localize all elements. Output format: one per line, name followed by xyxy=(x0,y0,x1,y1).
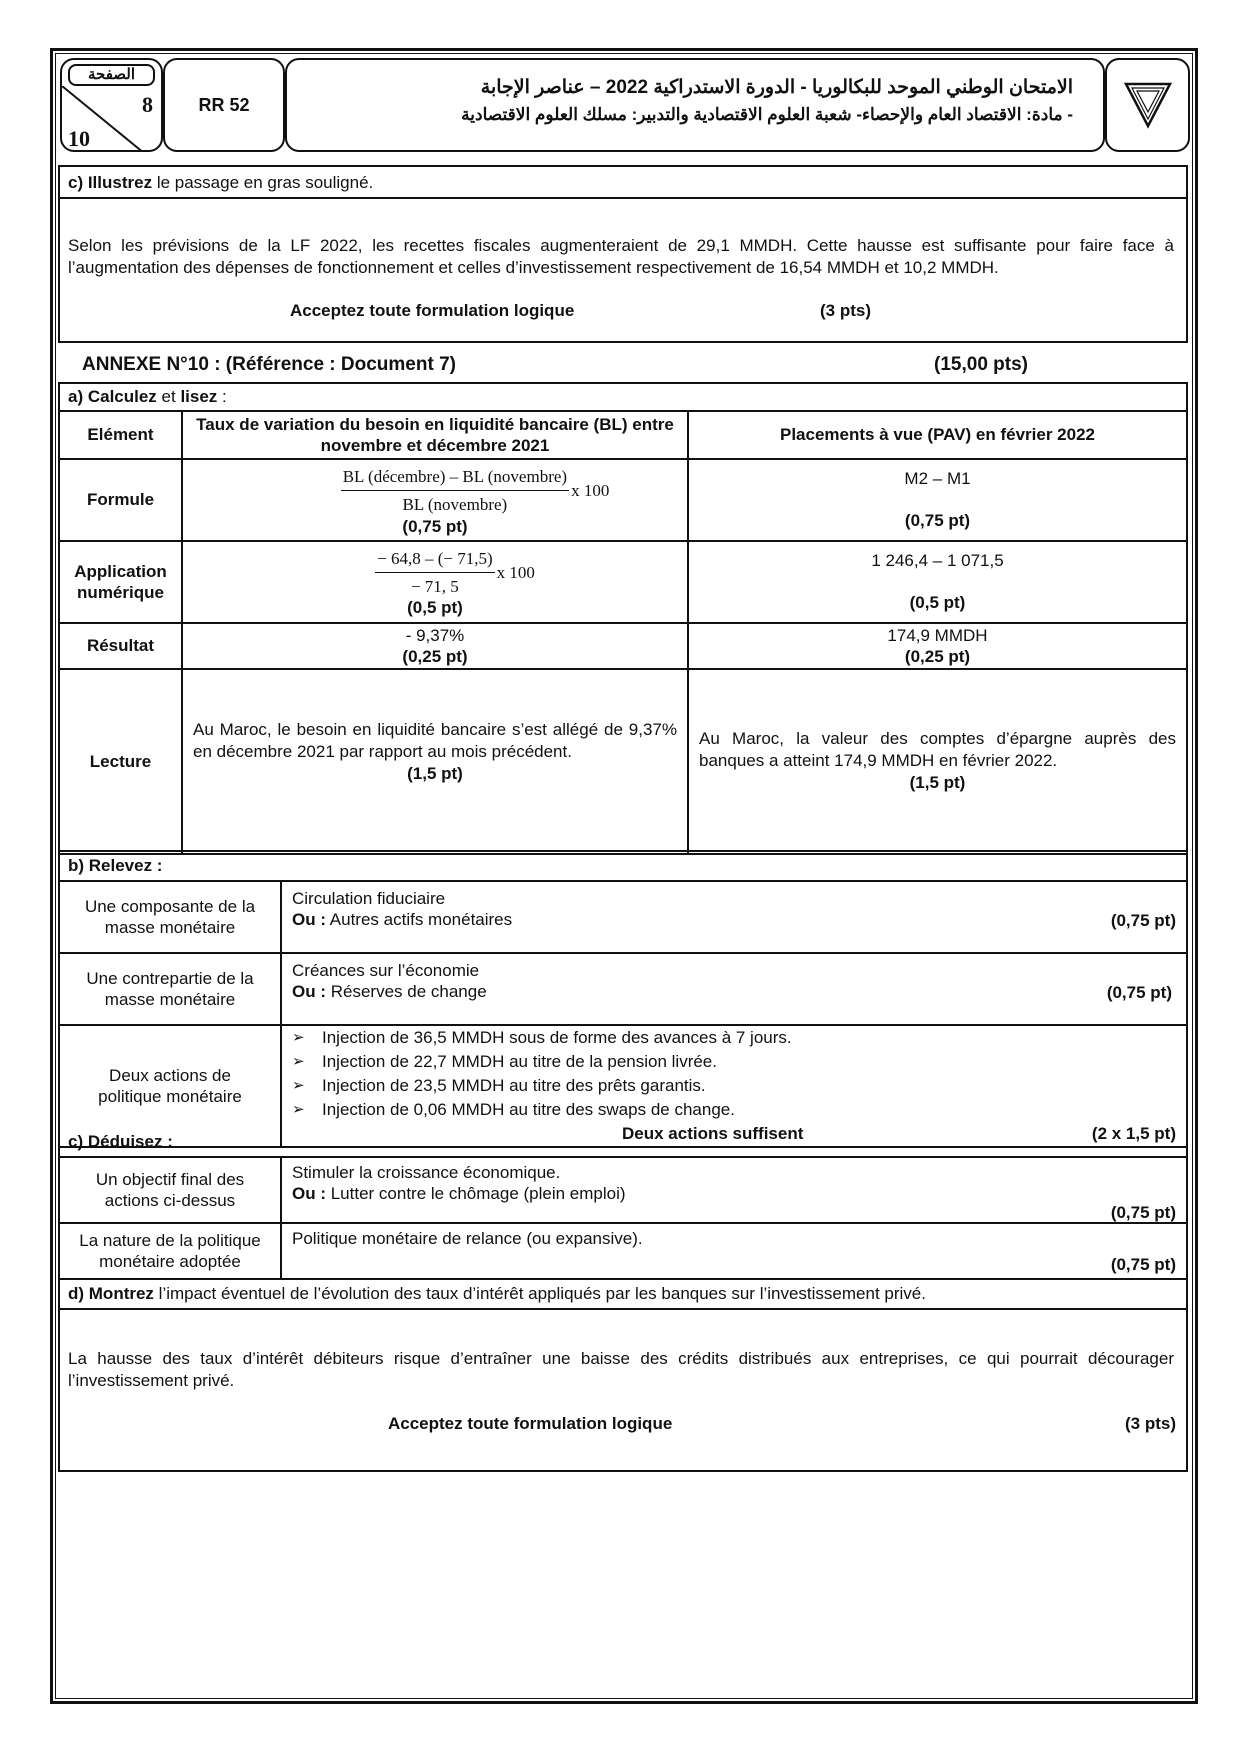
question-d xyxy=(68,1284,926,1304)
section-c-illustrate xyxy=(58,165,1188,343)
actions-note: Deux actions suffisent xyxy=(622,1124,804,1143)
part-a-end: : xyxy=(217,387,227,406)
bl-formula-fraction xyxy=(341,466,569,517)
question-text: le passage en gras souligné. xyxy=(152,173,374,192)
bl-lecture-cell xyxy=(182,669,688,854)
points-label: (3 pts) xyxy=(820,301,871,320)
action-text: Injection de 22,7 MMDH au titre de la pension livrée. xyxy=(322,1052,717,1071)
part-a-verb1: a) Calculez xyxy=(68,387,157,406)
row-label: Un objectif final des actions ci-dessus xyxy=(59,1157,281,1223)
table-row-lecture xyxy=(59,669,1187,854)
points-label: (1,5 pt) xyxy=(407,763,463,783)
logo-box xyxy=(1105,58,1190,152)
or-label: Ou : xyxy=(292,1184,326,1203)
fraction-numerator: − 64,8 – (− 71,5) xyxy=(375,548,495,573)
or-label: Ou : xyxy=(292,982,326,1001)
list-item xyxy=(59,953,1187,1025)
accept-note: Acceptez toute formulation logique xyxy=(388,1414,673,1433)
part-a-label xyxy=(68,387,227,407)
points-label: (0,25 pt) xyxy=(904,647,971,666)
list-item xyxy=(282,1026,1186,1050)
page-number-box xyxy=(60,58,163,152)
table-header-row xyxy=(59,411,1187,459)
part-a xyxy=(58,382,1188,852)
question-verb: d) Montrez xyxy=(68,1284,154,1303)
exam-code xyxy=(163,58,285,152)
answer-text: La hausse des taux d’intérêt débiteurs risque d’entraîner une baisse des crédits distribués aux entreprises, ce qui pourrait décourager l’investissement privé. xyxy=(68,1349,1174,1390)
pav-application: 1 246,4 – 1 071,5 xyxy=(871,551,1004,570)
arrow-bullet-icon: ➢ xyxy=(292,1053,305,1070)
relevez-table xyxy=(58,880,1188,1148)
list-item xyxy=(282,1074,1186,1098)
times-100: x 100 xyxy=(496,563,535,582)
list-item xyxy=(59,1223,1187,1279)
bl-lecture: Au Maroc, le besoin en liquidité bancaire s’est allégé de 9,37% en décembre 2021 par rapport au mois précédent. xyxy=(193,719,677,761)
calculation-table xyxy=(58,410,1188,855)
question-verb: c) Illustrez xyxy=(68,173,153,192)
answer-text: Selon les prévisions de la LF 2022, les recettes fiscales augmenteraient de 29,1 MMDH. Cette hausse est suffisante pour faire face à l’augmentation des dépenses de fonctionnement et celles d’investissement respectivement de 16,54 MMDH et 10,2 MMDH. xyxy=(68,236,1174,277)
row-answer xyxy=(281,881,1187,953)
actions-answer xyxy=(281,1025,1187,1147)
or-label: Ou : xyxy=(292,910,326,929)
table-row-formule xyxy=(59,459,1187,541)
action-text: Injection de 0,06 MMDH au titre des swaps de change. xyxy=(322,1100,735,1119)
list-item xyxy=(282,1050,1186,1074)
accept-note: Acceptez toute formulation logique xyxy=(290,301,575,320)
table-row-resultat xyxy=(59,623,1187,669)
table-row-application xyxy=(59,541,1187,623)
points-label: (0,75 pt) xyxy=(402,516,468,536)
points-label: (2 x 1,5 pt) xyxy=(1091,1124,1176,1143)
row-label: Formule xyxy=(59,459,182,541)
points-label: (3 pts) xyxy=(1125,1414,1176,1433)
points-label: (0,75 pt) xyxy=(1106,983,1172,1002)
list-item xyxy=(59,881,1187,953)
header-bl: Taux de variation du besoin en liquidité bancaire (BL) entre novembre et décembre 2021 xyxy=(182,411,688,459)
exam-subtitle: - مادة: الاقتصاد العام والإحصاء- شعبة العلوم الاقتصادية والتدبير: مسلك العلوم الاقتصادية xyxy=(461,105,1073,124)
row-label: Résultat xyxy=(59,623,182,669)
answer-line: Circulation fiduciaire xyxy=(292,889,446,908)
fraction-denominator: BL (novembre) xyxy=(402,494,508,514)
annexe-title: ANNEXE N°10 : (Référence : Document 7) xyxy=(82,354,456,375)
answer-line: Créances sur l’économie xyxy=(292,961,480,980)
part-b-label: b) Relevez : xyxy=(68,856,163,875)
points-label: (0,5 pt) xyxy=(407,597,463,617)
exam-title: الامتحان الوطني الموحد للبكالوريا - الدورة الاستدراكية 2022 – عناصر الإجابة xyxy=(480,77,1073,98)
arrow-bullet-icon: ➢ xyxy=(292,1029,305,1046)
action-text: Injection de 36,5 MMDH sous de forme des avances à 7 jours. xyxy=(322,1028,792,1047)
row-answer xyxy=(281,953,1187,1025)
answer-line: Stimuler la croissance économique. xyxy=(292,1163,561,1182)
bl-application-cell xyxy=(182,541,688,623)
points-label: (0,25 pt) xyxy=(402,647,468,666)
row-label: La nature de la politique monétaire adoptée xyxy=(59,1223,281,1279)
bl-result: - 9,37% xyxy=(405,626,465,645)
answer-alt: Réserves de change xyxy=(326,982,487,1001)
times-100: x 100 xyxy=(571,481,610,500)
points-label: (0,75 pt) xyxy=(1110,1255,1176,1274)
row-label: Une composante de la masse monétaire xyxy=(59,881,281,953)
row-label: Lecture xyxy=(59,669,182,854)
bl-application-fraction xyxy=(375,548,495,599)
pav-application-cell xyxy=(688,541,1187,623)
fraction-denominator: − 71, 5 xyxy=(410,576,459,596)
list-item xyxy=(282,1098,1186,1122)
row-label: Deux actions de politique monétaire xyxy=(59,1025,281,1147)
part-a-verb2: lisez xyxy=(180,387,218,406)
list-item xyxy=(59,1157,1187,1223)
arrow-bullet-icon: ➢ xyxy=(292,1077,305,1094)
bl-formula-cell xyxy=(182,459,688,541)
arrow-bullet-icon: ➢ xyxy=(292,1101,305,1118)
list-item xyxy=(59,1025,1187,1147)
actions-list xyxy=(282,1026,1186,1122)
page-label: الصفحة xyxy=(68,64,155,86)
row-answer xyxy=(281,1223,1187,1279)
pav-lecture-cell xyxy=(688,669,1187,854)
parts-b-c-d xyxy=(58,852,1188,1472)
pav-formula-cell xyxy=(688,459,1187,541)
points-label: (0,75 pt) xyxy=(904,511,971,530)
answer-area xyxy=(60,1308,1186,1470)
fraction-numerator: BL (décembre) – BL (novembre) xyxy=(341,466,569,491)
part-c-label: c) Déduisez : xyxy=(68,1132,173,1151)
pav-result-cell xyxy=(688,623,1187,669)
part-a-mid: et xyxy=(156,387,181,406)
row-answer xyxy=(281,1157,1187,1223)
answer-line: Politique monétaire de relance (ou expansive). xyxy=(292,1229,643,1248)
points-label: (0,75 pt) xyxy=(1110,911,1176,930)
points-label: (0,5 pt) xyxy=(909,593,966,612)
header-pav: Placements à vue (PAV) en février 2022 xyxy=(688,411,1187,459)
action-text: Injection de 23,5 MMDH au titre des prêts garantis. xyxy=(322,1076,706,1095)
question-text: l’impact éventuel de l’évolution des taux d’intérêt appliqués par les banques sur l’investissement privé. xyxy=(153,1284,926,1303)
points-label: (1,5 pt) xyxy=(909,772,966,792)
pav-result: 174,9 MMDH xyxy=(887,626,988,645)
question-c-illustrate xyxy=(68,173,373,193)
page-total: 10 xyxy=(68,126,90,151)
annexe-points: (15,00 pts) xyxy=(934,354,1028,375)
exam-code-text: RR 52 xyxy=(198,94,250,115)
bl-result-cell xyxy=(182,623,688,669)
points-label: (0,75 pt) xyxy=(1110,1203,1176,1222)
pav-lecture: Au Maroc, la valeur des comptes d’épargne auprès des banques a atteint 174,9 MMDH en février 2022. xyxy=(699,728,1176,770)
triangle-down-icon xyxy=(1123,81,1173,129)
row-label: Une contrepartie de la masse monétaire xyxy=(59,953,281,1025)
row-label: Application numérique xyxy=(59,541,182,623)
answer-alt: Autres actifs monétaires xyxy=(326,910,513,929)
page-current: 8 xyxy=(142,92,153,117)
exam-title-box xyxy=(285,58,1105,152)
deduisez-table xyxy=(58,1156,1188,1280)
answer-alt: Lutter contre le chômage (plein emploi) xyxy=(326,1184,626,1203)
pav-formula: M2 – M1 xyxy=(904,469,971,488)
header-element: Elément xyxy=(59,411,182,459)
answer-area xyxy=(60,197,1186,341)
